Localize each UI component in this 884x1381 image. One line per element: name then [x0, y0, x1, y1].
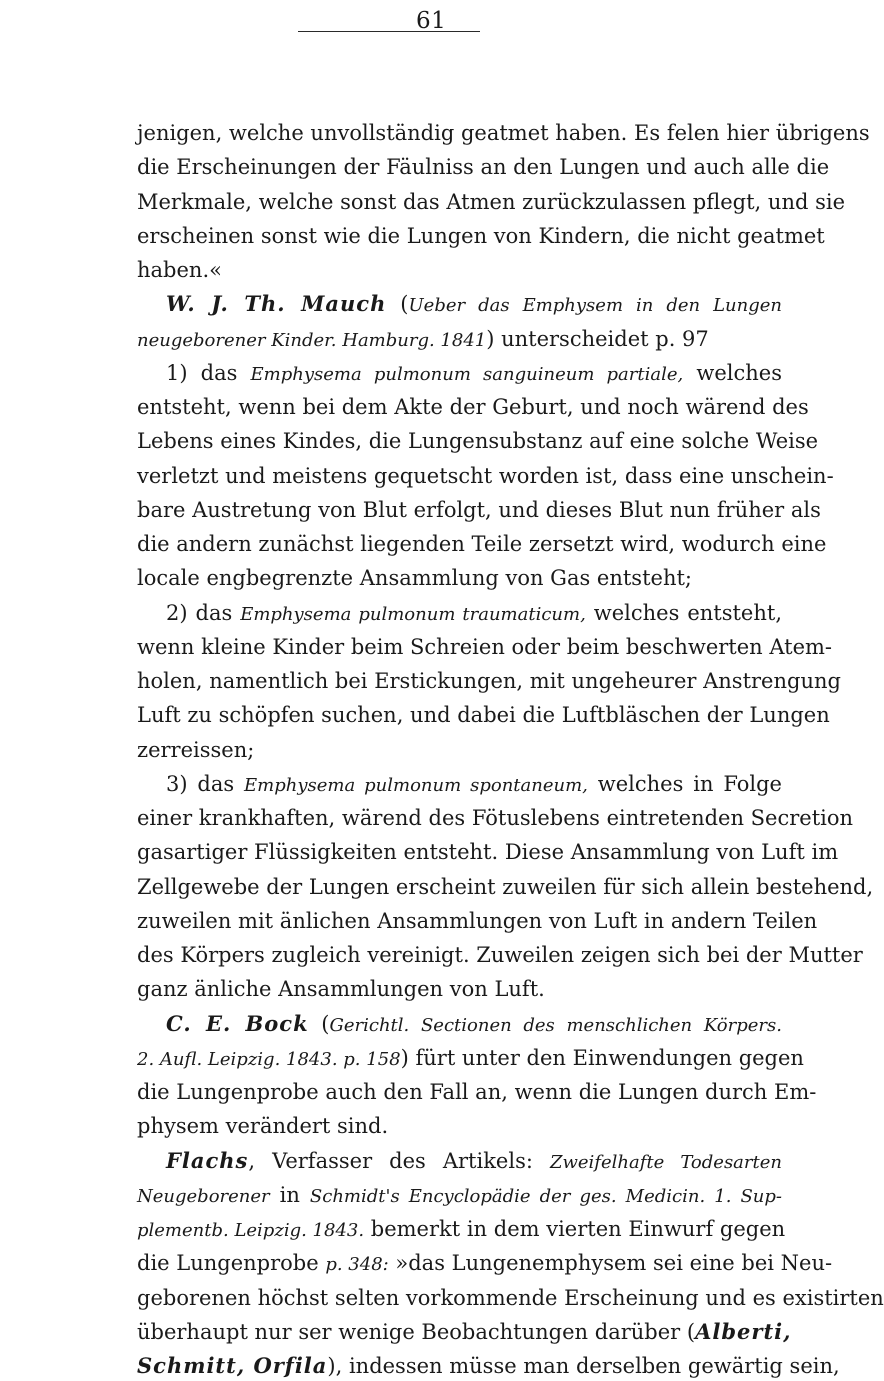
- text-run: die Erscheinungen der Fäulniss an den Lungen und auch alle die: [137, 155, 830, 179]
- text-line: [137, 255, 782, 285]
- italic-citation: Gerichtl. Sectionen des menschlichen Körpers.: [329, 1015, 782, 1036]
- page-number-rule: [298, 31, 480, 32]
- text-run: wenn kleine Kinder beim Schreien oder beim beschwerten Atem-: [137, 635, 833, 659]
- text-line: [137, 872, 874, 902]
- text-line: [137, 666, 841, 696]
- text-line: [137, 1351, 840, 1381]
- text-line: [137, 495, 821, 525]
- text-run: haben.«: [137, 258, 222, 282]
- text-run: gasartiger Flüssigkeiten entsteht. Diese Ansammlung von Luft im: [137, 840, 839, 864]
- text-line: [137, 426, 819, 456]
- text-run: »das Lungenemphysem sei eine bei Neu-: [388, 1251, 833, 1275]
- text-line: [137, 118, 870, 148]
- text-run: Luft zu schöpfen suchen, und dabei die Luftbläschen der Lungen: [137, 703, 830, 727]
- page-number: 61: [416, 8, 447, 34]
- text-line: [166, 1009, 782, 1041]
- text-run: überhaupt nur ser wenige Beobachtungen darüber (: [137, 1320, 696, 1344]
- author-name: Schmitt, Orfila: [137, 1353, 328, 1378]
- text-line: [166, 598, 782, 630]
- text-line: [137, 221, 825, 251]
- text-run: bemerkt in dem vierten Einwurf gegen: [364, 1217, 786, 1241]
- text-run: Merkmale, welche sonst das Atmen zurückzulassen pflegt, und sie: [137, 190, 846, 214]
- text-line: [137, 1317, 792, 1347]
- text-run: verletzt und meistens gequetscht worden ist, dass eine unschein-: [137, 464, 834, 488]
- italic-citation: Zweifelhafte Todesarten: [549, 1152, 782, 1173]
- text-run: geborenen höchst selten vorkommende Erscheinung und es existirten: [137, 1286, 884, 1310]
- text-run: 1) das: [166, 361, 251, 385]
- text-line: [166, 289, 782, 321]
- text-run: die andern zunächst liegenden Teile zersetzt wird, wodurch eine: [137, 532, 827, 556]
- text-line: [137, 152, 830, 182]
- text-line: [137, 1111, 782, 1141]
- text-line: [166, 358, 782, 390]
- italic-citation: Ueber das Emphysem in den Lungen: [408, 295, 782, 316]
- text-run: , Verfasser des Artikels:: [248, 1149, 550, 1173]
- text-line: [166, 769, 782, 801]
- text-run: (: [308, 1012, 330, 1036]
- text-line: [137, 700, 830, 730]
- text-line: [137, 735, 782, 765]
- text-run: erscheinen sonst wie die Lungen von Kindern, die nicht geatmet: [137, 224, 825, 248]
- italic-citation: Emphysema pulmonum spontaneum,: [244, 775, 588, 796]
- text-run: Zellgewebe der Lungen erscheint zuweilen für sich allein bestehend,: [137, 875, 874, 899]
- text-line: [137, 837, 839, 867]
- text-run: welches: [683, 361, 782, 385]
- text-run: locale engbegrenzte Ansammlung von Gas entsteht;: [137, 566, 692, 590]
- text-line: [137, 632, 833, 662]
- text-run: ) fürt unter den Einwendungen gegen: [400, 1046, 804, 1070]
- text-run: welches entsteht,: [585, 601, 782, 625]
- text-line: [137, 803, 854, 833]
- text-run: physem verändert sind.: [137, 1114, 389, 1138]
- text-line: [137, 392, 809, 422]
- text-run: die Lungenprobe: [137, 1251, 326, 1275]
- text-line: [166, 1146, 782, 1178]
- italic-citation: 2. Aufl. Leipzig. 1843. p. 158: [137, 1049, 401, 1070]
- italic-citation: Emphysema pulmonum sanguineum partiale,: [250, 364, 684, 385]
- text-line: [137, 906, 818, 936]
- author-name: W. J. Th. Mauch: [166, 291, 387, 316]
- italic-citation: Neugeborener: [137, 1186, 270, 1207]
- text-run: holen, namentlich bei Erstickungen, mit ungeheurer Anstrengung: [137, 669, 841, 693]
- text-run: ), indessen müsse man derselben gewärtig sein,: [327, 1354, 840, 1378]
- author-name: Alberti,: [695, 1319, 792, 1344]
- author-name: Flachs: [166, 1148, 249, 1173]
- text-run: entsteht, wenn bei dem Akte der Geburt, und noch wärend des: [137, 395, 809, 419]
- italic-citation: Emphysema pulmonum traumaticum,: [240, 604, 586, 625]
- text-line: [137, 529, 827, 559]
- text-line: [137, 1043, 804, 1075]
- text-run: zerreissen;: [137, 738, 255, 762]
- text-run: in: [269, 1183, 310, 1207]
- author-name: C. E. Bock: [166, 1011, 309, 1036]
- text-run: (: [386, 292, 409, 316]
- text-line: [137, 563, 782, 593]
- text-run: ganz änliche Ansammlungen von Luft.: [137, 977, 545, 1001]
- text-line: [137, 1248, 833, 1280]
- text-line: [137, 940, 863, 970]
- text-line: [137, 187, 846, 217]
- text-line: [137, 1180, 782, 1212]
- text-run: Lebens eines Kindes, die Lungensubstanz auf eine solche Weise: [137, 429, 819, 453]
- text-run: jenigen, welche unvollständig geatmet haben. Es felen hier übrigens: [137, 121, 870, 145]
- italic-citation: neugeborener Kinder. Hamburg. 1841: [137, 330, 487, 351]
- text-run: welches in Folge: [587, 772, 782, 796]
- text-run: 3) das: [166, 772, 245, 796]
- text-run: die Lungenprobe auch den Fall an, wenn die Lungen durch Em-: [137, 1080, 817, 1104]
- text-line: [137, 974, 782, 1004]
- italic-citation: p. 348:: [325, 1254, 389, 1275]
- italic-citation: Schmidt's Encyclopädie der ges. Medicin. 1. Sup-: [309, 1186, 782, 1207]
- text-run: zuweilen mit änlichen Ansammlungen von Luft in andern Teilen: [137, 909, 818, 933]
- text-run: bare Austretung von Blut erfolgt, und dieses Blut nun früher als: [137, 498, 821, 522]
- text-line: [137, 461, 834, 491]
- text-line: [137, 1077, 817, 1107]
- text-line: [137, 1283, 884, 1313]
- text-run: 2) das: [166, 601, 241, 625]
- text-run: ) unterscheidet p. 97: [486, 327, 709, 351]
- italic-citation: plementb. Leipzig. 1843.: [137, 1220, 365, 1241]
- text-run: des Körpers zugleich vereinigt. Zuweilen zeigen sich bei der Mutter: [137, 943, 863, 967]
- text-run: einer krankhaften, wärend des Fötuslebens eintretenden Secretion: [137, 806, 854, 830]
- text-line: [137, 324, 782, 356]
- text-line: [137, 1214, 786, 1246]
